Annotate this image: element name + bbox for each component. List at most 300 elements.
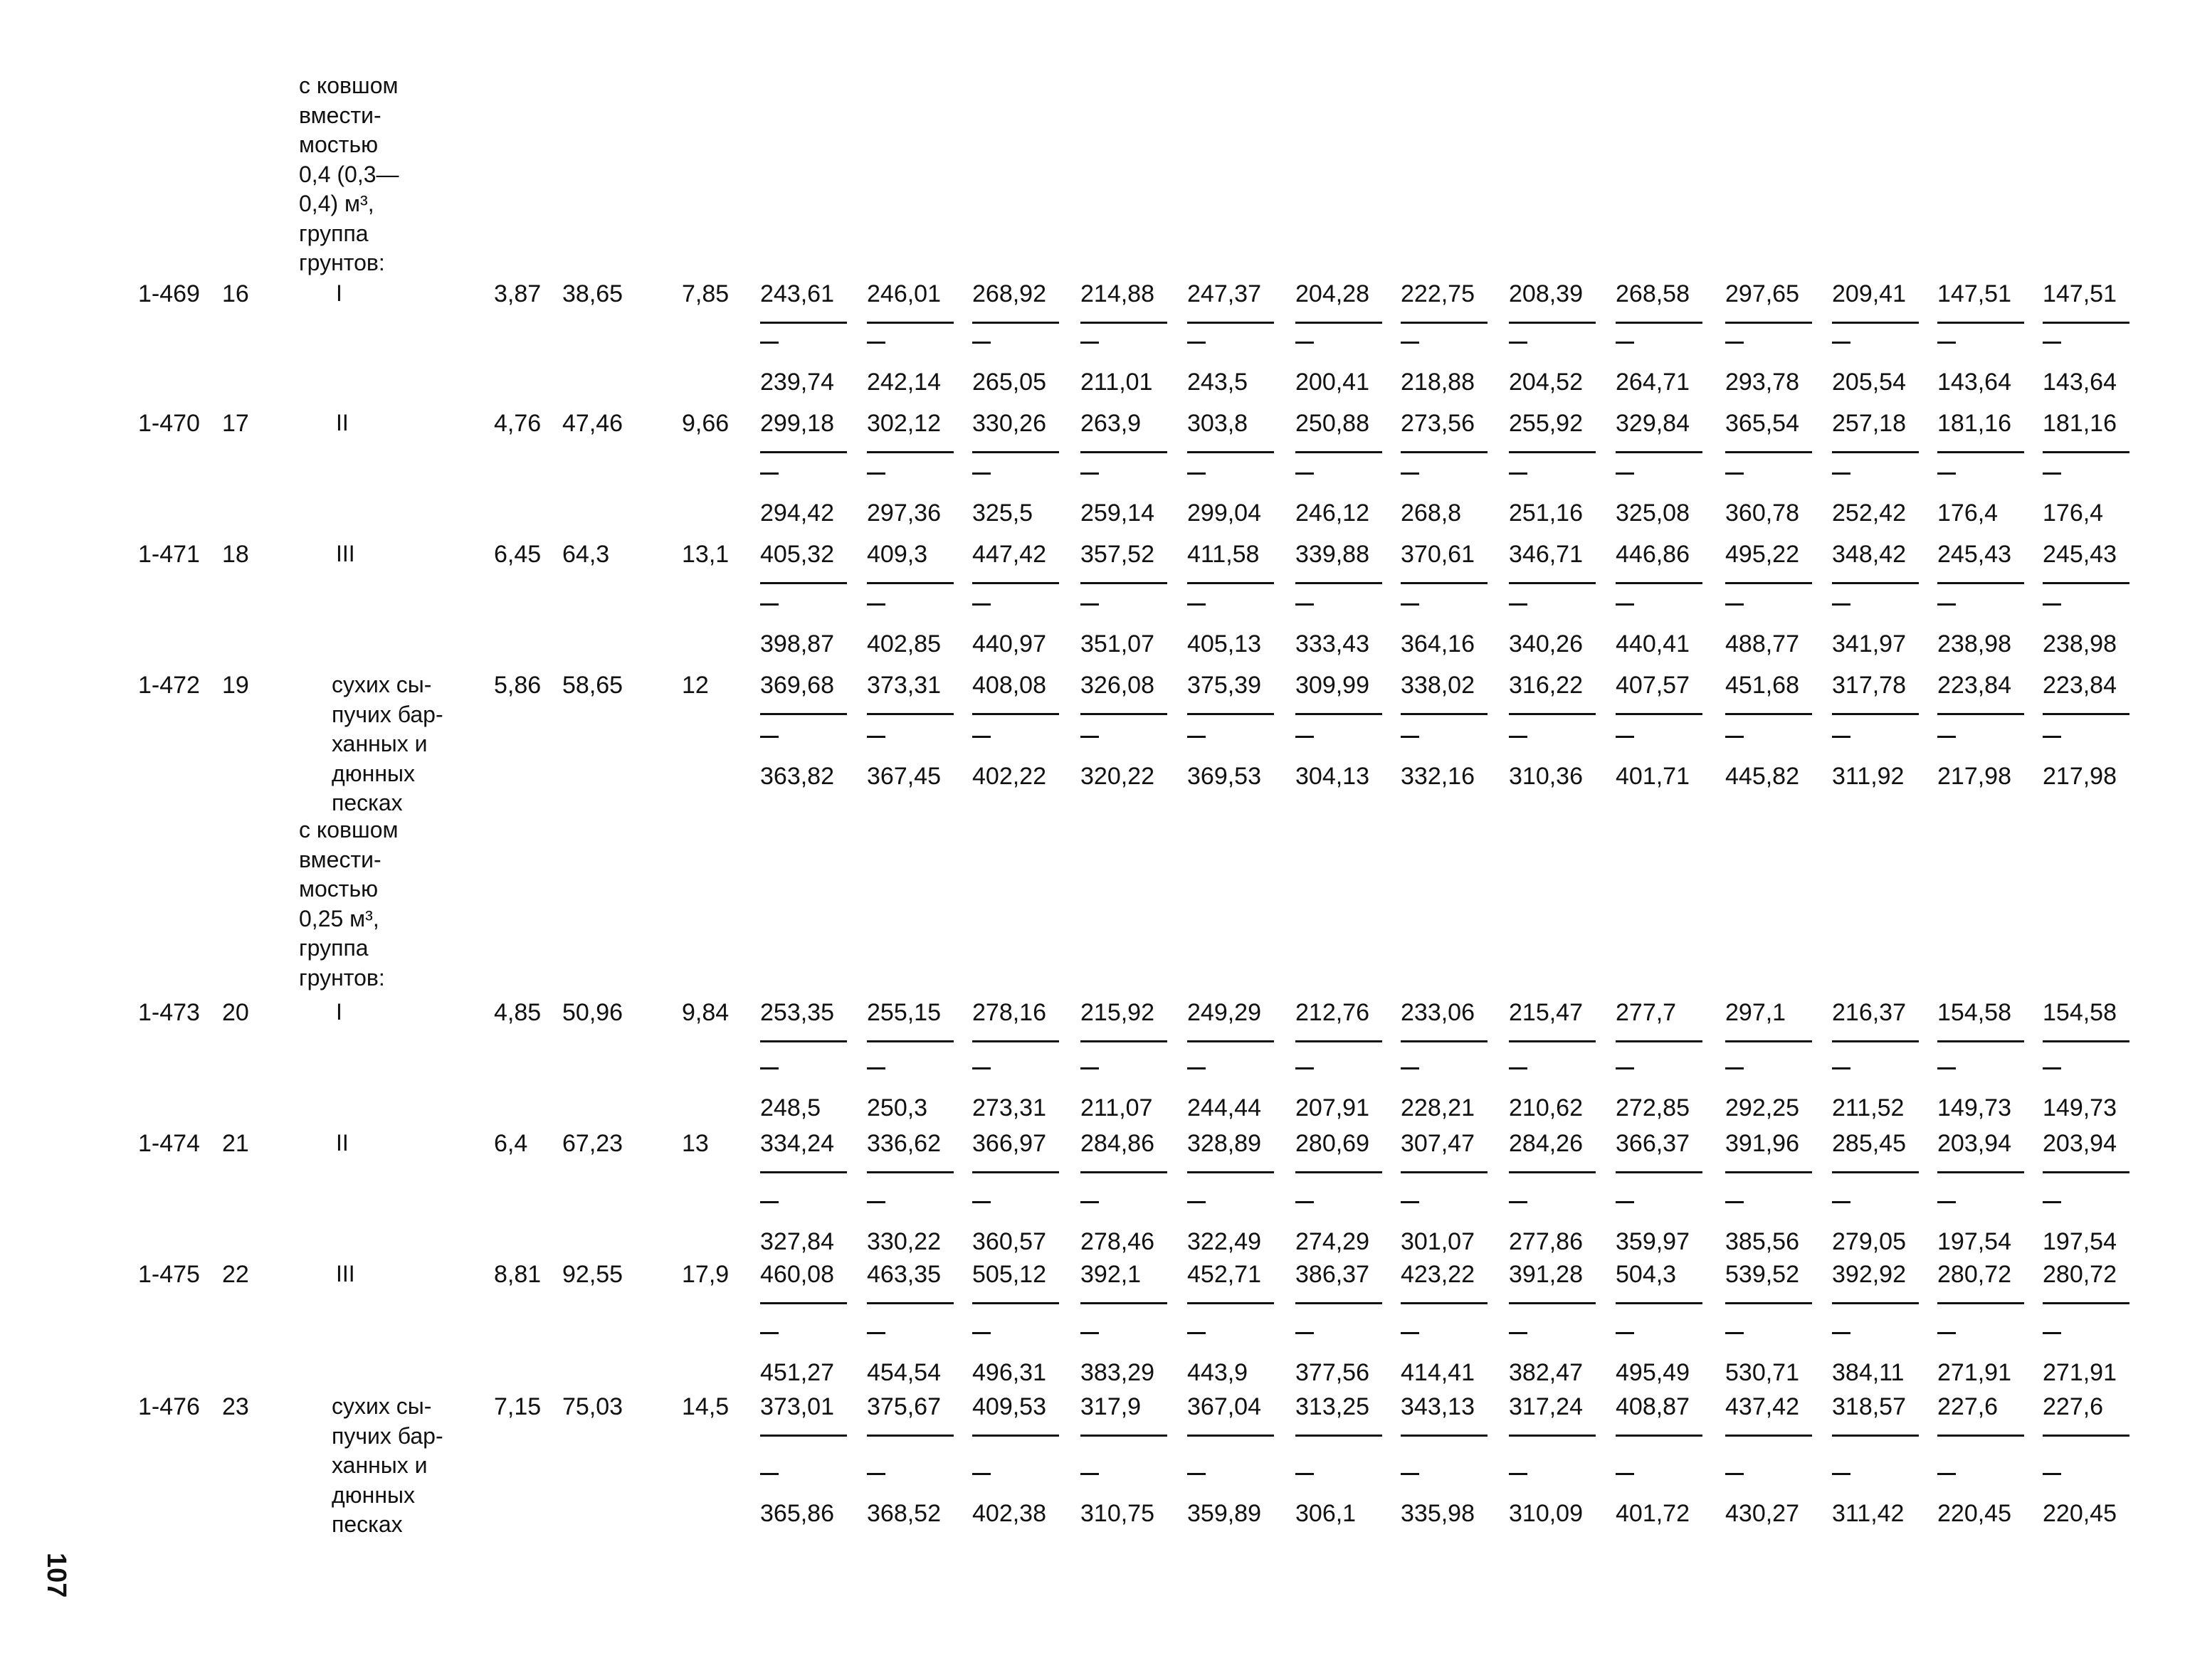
cell-price-bottom: 332,16 (1401, 763, 1475, 790)
cell-price-top: 233,06 (1401, 999, 1475, 1026)
fraction-dash (760, 1473, 779, 1475)
cell-price-top: 209,41 (1832, 280, 1906, 307)
cell-price-bottom: 243,5 (1187, 369, 1248, 396)
row-condition (332, 670, 443, 818)
cell-price-bottom: 383,29 (1080, 1359, 1154, 1386)
row-index: 18 (222, 541, 249, 568)
fraction-bar (1509, 713, 1596, 715)
fraction-dash (972, 603, 991, 606)
fraction-dash (1187, 472, 1206, 475)
row-condition (336, 408, 349, 438)
fraction-dash (1937, 472, 1956, 475)
fraction-bar (1725, 1302, 1812, 1304)
fraction-bar (1509, 1435, 1596, 1437)
fraction-dash (1080, 1201, 1099, 1203)
fraction-bar (1295, 1171, 1382, 1173)
cell-c3: 9,66 (682, 410, 730, 437)
fraction-dash (1509, 736, 1527, 738)
cell-price-top: 263,9 (1080, 410, 1142, 437)
fraction-dash (1616, 1473, 1634, 1475)
row-condition (336, 1259, 355, 1289)
cell-price-bottom: 239,74 (760, 369, 834, 396)
cell-price-bottom: 340,26 (1509, 630, 1583, 657)
cell-price-bottom: 451,27 (760, 1359, 834, 1386)
cell-price-top: 181,16 (1937, 410, 2011, 437)
fraction-dash (1187, 603, 1206, 606)
row-code: 1-475 (138, 1261, 200, 1288)
fraction-dash (1937, 1332, 1956, 1334)
fraction-bar (972, 1171, 1059, 1173)
fraction-bar (760, 1040, 847, 1042)
cell-price-bottom: 197,54 (2043, 1228, 2117, 1255)
row-condition-line: ханных и (332, 1452, 428, 1478)
fraction-dash (1080, 603, 1099, 606)
cell-price-bottom: 207,91 (1295, 1094, 1369, 1121)
cell-price-top: 391,28 (1509, 1261, 1583, 1288)
fraction-dash (760, 472, 779, 475)
group-heading-line: мостью (299, 876, 379, 902)
cell-price-bottom: 322,49 (1187, 1228, 1261, 1255)
fraction-dash (1937, 603, 1956, 606)
group-heading-line: мостью (299, 132, 379, 157)
cell-price-top: 369,68 (760, 672, 834, 699)
cell-price-bottom: 211,01 (1080, 369, 1153, 396)
cell-c3: 13 (682, 1130, 709, 1157)
cell-price-bottom: 359,97 (1616, 1228, 1690, 1255)
cell-c3: 9,84 (682, 999, 730, 1026)
cell-price-bottom: 327,84 (760, 1228, 834, 1255)
fraction-dash (1616, 736, 1634, 738)
cell-price-bottom: 369,53 (1187, 763, 1261, 790)
fraction-dash (760, 603, 779, 606)
fraction-dash (1832, 1332, 1850, 1334)
fraction-bar (1295, 1302, 1382, 1304)
group-heading-line: с ковшом (299, 73, 399, 98)
row-condition-line: III (336, 1261, 355, 1287)
fraction-dash (867, 472, 885, 475)
cell-price-top: 250,88 (1295, 410, 1369, 437)
fraction-dash (1937, 1473, 1956, 1475)
cell-price-top: 307,47 (1401, 1130, 1475, 1157)
fraction-bar (867, 451, 954, 453)
cell-price-bottom: 149,73 (2043, 1094, 2117, 1121)
fraction-dash (1832, 1473, 1850, 1475)
cell-price-top: 227,6 (2043, 1393, 2104, 1420)
cell-price-top: 181,16 (2043, 410, 2117, 437)
row-index: 16 (222, 280, 249, 307)
fraction-bar (972, 582, 1059, 584)
cell-price-bottom: 274,29 (1295, 1228, 1369, 1255)
fraction-bar (1509, 582, 1596, 584)
cell-c1: 6,45 (494, 541, 542, 568)
cell-price-bottom: 401,71 (1616, 763, 1690, 790)
fraction-bar (1295, 713, 1382, 715)
cell-price-top: 452,71 (1187, 1261, 1261, 1288)
fraction-bar (1509, 322, 1596, 324)
cell-price-bottom: 445,82 (1725, 763, 1799, 790)
cell-c2: 58,65 (562, 672, 623, 699)
cell-price-top: 297,65 (1725, 280, 1799, 307)
fraction-dash (1401, 1201, 1419, 1203)
cell-price-top: 280,72 (1937, 1261, 2011, 1288)
fraction-bar (1080, 1171, 1167, 1173)
cell-price-bottom: 204,52 (1509, 369, 1583, 396)
cell-price-bottom: 310,09 (1509, 1500, 1583, 1527)
cell-price-top: 268,92 (972, 280, 1046, 307)
fraction-bar (972, 322, 1059, 324)
fraction-bar (1832, 1435, 1919, 1437)
cell-price-bottom: 364,16 (1401, 630, 1475, 657)
cell-price-top: 339,88 (1295, 541, 1369, 568)
cell-price-bottom: 218,88 (1401, 369, 1475, 396)
fraction-bar (1187, 1040, 1274, 1042)
fraction-dash (1509, 1201, 1527, 1203)
cell-price-top: 313,25 (1295, 1393, 1369, 1420)
cell-price-bottom: 277,86 (1509, 1228, 1583, 1255)
cell-price-top: 375,67 (867, 1393, 941, 1420)
fraction-bar (972, 1435, 1059, 1437)
fraction-dash (2043, 472, 2061, 475)
fraction-bar (1080, 1302, 1167, 1304)
cell-price-top: 366,37 (1616, 1130, 1690, 1157)
cell-price-bottom: 143,64 (2043, 369, 2117, 396)
cell-price-top: 392,92 (1832, 1261, 1906, 1288)
cell-c2: 67,23 (562, 1130, 623, 1157)
cell-c3: 13,1 (682, 541, 730, 568)
fraction-dash (1295, 603, 1314, 606)
row-code: 1-470 (138, 410, 200, 437)
fraction-dash (1401, 472, 1419, 475)
cell-price-bottom: 176,4 (2043, 500, 2104, 527)
fraction-bar (1725, 1040, 1812, 1042)
group-heading-line: 0,25 м³, (299, 905, 379, 931)
cell-price-bottom: 310,75 (1080, 1500, 1154, 1527)
group-heading (299, 71, 399, 278)
fraction-bar (972, 1040, 1059, 1042)
fraction-bar (972, 451, 1059, 453)
cell-c3: 14,5 (682, 1393, 730, 1420)
fraction-dash (1509, 342, 1527, 344)
cell-price-top: 204,28 (1295, 280, 1369, 307)
fraction-bar (1080, 1435, 1167, 1437)
cell-price-top: 273,56 (1401, 410, 1475, 437)
cell-price-bottom: 301,07 (1401, 1228, 1475, 1255)
fraction-dash (1295, 736, 1314, 738)
fraction-dash (1616, 1332, 1634, 1334)
group-heading-line: группа (299, 220, 369, 246)
cell-price-top: 203,94 (1937, 1130, 2011, 1157)
row-code: 1-473 (138, 999, 200, 1026)
fraction-bar (1080, 582, 1167, 584)
cell-price-top: 408,87 (1616, 1393, 1690, 1420)
fraction-bar (1937, 1171, 2024, 1173)
row-condition-line: сухих сы- (332, 1393, 432, 1419)
cell-price-bottom: 495,49 (1616, 1359, 1690, 1386)
cell-price-bottom: 210,62 (1509, 1094, 1583, 1121)
row-index: 21 (222, 1130, 249, 1157)
fraction-dash (1080, 342, 1099, 344)
fraction-bar (1295, 1435, 1382, 1437)
fraction-bar (1832, 713, 1919, 715)
cell-price-bottom: 401,72 (1616, 1500, 1690, 1527)
cell-c3: 17,9 (682, 1261, 730, 1288)
fraction-bar (1080, 451, 1167, 453)
fraction-bar (1401, 451, 1488, 453)
row-code: 1-471 (138, 541, 200, 568)
fraction-bar (1616, 1040, 1702, 1042)
fraction-dash (1832, 736, 1850, 738)
fraction-bar (1187, 1302, 1274, 1304)
cell-price-top: 346,71 (1509, 541, 1583, 568)
cell-price-bottom: 293,78 (1725, 369, 1799, 396)
fraction-dash (760, 1332, 779, 1334)
fraction-bar (1937, 322, 2024, 324)
cell-price-top: 343,13 (1401, 1393, 1475, 1420)
cell-price-bottom: 268,8 (1401, 500, 1462, 527)
cell-price-top: 328,89 (1187, 1130, 1261, 1157)
cell-price-bottom: 368,52 (867, 1500, 941, 1527)
fraction-bar (1616, 322, 1702, 324)
cell-price-bottom: 205,54 (1832, 369, 1906, 396)
cell-price-top: 405,32 (760, 541, 834, 568)
cell-price-bottom: 272,85 (1616, 1094, 1690, 1121)
row-condition-line: пучих бар- (332, 1422, 443, 1449)
cell-price-top: 495,22 (1725, 541, 1799, 568)
cell-price-top: 246,01 (867, 280, 941, 307)
cell-price-top: 334,24 (760, 1130, 834, 1157)
group-heading-line: 0,4) м³, (299, 191, 374, 216)
fraction-dash (972, 736, 991, 738)
cell-price-bottom: 251,16 (1509, 500, 1583, 527)
cell-price-bottom: 430,27 (1725, 1500, 1799, 1527)
cell-price-top: 391,96 (1725, 1130, 1799, 1157)
cell-price-bottom: 311,92 (1832, 763, 1905, 790)
cell-price-top: 303,8 (1187, 410, 1248, 437)
row-index: 20 (222, 999, 249, 1026)
row-condition-line: I (336, 280, 342, 306)
cell-price-bottom: 530,71 (1725, 1359, 1799, 1386)
cell-price-top: 309,99 (1295, 672, 1369, 699)
cell-price-top: 367,04 (1187, 1393, 1261, 1420)
row-condition (336, 998, 342, 1027)
cell-price-bottom: 414,41 (1401, 1359, 1475, 1386)
fraction-dash (1509, 1473, 1527, 1475)
cell-price-bottom: 279,05 (1832, 1228, 1906, 1255)
fraction-dash (1937, 1067, 1956, 1069)
cell-price-top: 268,58 (1616, 280, 1690, 307)
fraction-dash (2043, 1201, 2061, 1203)
fraction-bar (1080, 322, 1167, 324)
cell-price-top: 423,22 (1401, 1261, 1475, 1288)
fraction-bar (867, 582, 954, 584)
fraction-dash (1509, 472, 1527, 475)
cell-price-top: 317,78 (1832, 672, 1906, 699)
group-heading-line: вмести- (299, 102, 381, 128)
cell-price-bottom: 259,14 (1080, 500, 1154, 527)
fraction-dash (1937, 1201, 1956, 1203)
cell-c3: 12 (682, 672, 709, 699)
fraction-dash (1725, 472, 1744, 475)
fraction-bar (1616, 451, 1702, 453)
fraction-dash (1616, 472, 1634, 475)
cell-price-top: 326,08 (1080, 672, 1154, 699)
fraction-dash (972, 1067, 991, 1069)
cell-price-top: 297,1 (1725, 999, 1786, 1026)
fraction-dash (760, 736, 779, 738)
fraction-dash (972, 1201, 991, 1203)
fraction-bar (1401, 1171, 1488, 1173)
cell-price-top: 504,3 (1616, 1261, 1677, 1288)
fraction-bar (2043, 713, 2129, 715)
fraction-bar (1401, 1040, 1488, 1042)
cell-price-bottom: 304,13 (1295, 763, 1369, 790)
cell-price-top: 336,62 (867, 1130, 941, 1157)
cell-price-bottom: 294,42 (760, 500, 834, 527)
cell-price-top: 348,42 (1832, 541, 1906, 568)
fraction-dash (1509, 1332, 1527, 1334)
cell-price-bottom: 330,22 (867, 1228, 941, 1255)
fraction-dash (1616, 1201, 1634, 1203)
fraction-bar (1616, 713, 1702, 715)
fraction-bar (760, 582, 847, 584)
fraction-dash (1509, 1067, 1527, 1069)
cell-price-bottom: 382,47 (1509, 1359, 1583, 1386)
fraction-bar (1187, 1435, 1274, 1437)
fraction-dash (2043, 1067, 2061, 1069)
fraction-dash (1616, 603, 1634, 606)
cell-price-bottom: 325,5 (972, 500, 1033, 527)
fraction-bar (760, 1302, 847, 1304)
fraction-dash (1401, 1473, 1419, 1475)
cell-price-top: 243,61 (760, 280, 834, 307)
row-code: 1-476 (138, 1393, 200, 1420)
fraction-bar (2043, 582, 2129, 584)
cell-price-bottom: 200,41 (1295, 369, 1369, 396)
row-condition-line: I (336, 999, 342, 1025)
fraction-dash (1832, 342, 1850, 344)
fraction-dash (760, 1067, 779, 1069)
fraction-dash (1832, 472, 1850, 475)
cell-price-bottom: 325,08 (1616, 500, 1690, 527)
fraction-dash (1401, 1067, 1419, 1069)
cell-price-bottom: 360,57 (972, 1228, 1046, 1255)
cell-c1: 5,86 (494, 672, 542, 699)
fraction-dash (1295, 1201, 1314, 1203)
fraction-dash (1187, 736, 1206, 738)
fraction-dash (1187, 1473, 1206, 1475)
fraction-dash (867, 736, 885, 738)
cell-price-top: 245,43 (2043, 541, 2117, 568)
row-index: 17 (222, 410, 249, 437)
row-code: 1-469 (138, 280, 200, 307)
row-condition-line: песках (332, 1511, 403, 1537)
cell-c1: 8,81 (494, 1261, 542, 1288)
fraction-bar (760, 451, 847, 453)
fraction-bar (1295, 582, 1382, 584)
cell-price-bottom: 197,54 (1937, 1228, 2011, 1255)
fraction-bar (1401, 1435, 1488, 1437)
cell-price-bottom: 292,25 (1725, 1094, 1799, 1121)
fraction-bar (2043, 1435, 2129, 1437)
fraction-dash (1616, 342, 1634, 344)
fraction-bar (1832, 1171, 1919, 1173)
cell-price-bottom: 149,73 (1937, 1094, 2011, 1121)
fraction-dash (2043, 736, 2061, 738)
fraction-dash (1725, 736, 1744, 738)
fraction-dash (1725, 1201, 1744, 1203)
fraction-dash (1937, 736, 1956, 738)
cell-price-bottom: 398,87 (760, 630, 834, 657)
cell-price-top: 257,18 (1832, 410, 1906, 437)
fraction-dash (1725, 1067, 1744, 1069)
cell-price-top: 216,37 (1832, 999, 1906, 1026)
cell-price-top: 227,6 (1937, 1393, 1999, 1420)
fraction-bar (2043, 1171, 2129, 1173)
cell-price-top: 407,57 (1616, 672, 1690, 699)
cell-price-top: 284,26 (1509, 1130, 1583, 1157)
fraction-bar (760, 1171, 847, 1173)
fraction-dash (760, 342, 779, 344)
fraction-bar (1616, 1435, 1702, 1437)
fraction-dash (972, 1473, 991, 1475)
cell-price-bottom: 385,56 (1725, 1228, 1799, 1255)
cell-c2: 92,55 (562, 1261, 623, 1288)
cell-price-top: 365,54 (1725, 410, 1799, 437)
cell-price-top: 460,08 (760, 1261, 834, 1288)
cell-price-top: 366,97 (972, 1130, 1046, 1157)
cell-price-top: 255,92 (1509, 410, 1583, 437)
cell-price-top: 253,35 (760, 999, 834, 1026)
cell-price-bottom: 359,89 (1187, 1500, 1261, 1527)
fraction-dash (1937, 342, 1956, 344)
fraction-bar (1725, 713, 1812, 715)
cell-c2: 64,3 (562, 541, 610, 568)
cell-price-bottom: 363,82 (760, 763, 834, 790)
fraction-bar (867, 1171, 954, 1173)
fraction-dash (1295, 1332, 1314, 1334)
cell-price-top: 539,52 (1725, 1261, 1799, 1288)
fraction-dash (2043, 1473, 2061, 1475)
row-condition-line: пучих бар- (332, 701, 443, 727)
fraction-dash (867, 1067, 885, 1069)
fraction-bar (867, 1302, 954, 1304)
fraction-dash (1509, 603, 1527, 606)
cell-price-bottom: 238,98 (1937, 630, 2011, 657)
cell-price-top: 299,18 (760, 410, 834, 437)
cell-price-bottom: 217,98 (1937, 763, 2011, 790)
group-heading-line: грунтов: (299, 964, 385, 990)
fraction-dash (1295, 1473, 1314, 1475)
fraction-bar (1401, 582, 1488, 584)
cell-price-bottom: 297,36 (867, 500, 941, 527)
cell-price-bottom: 365,86 (760, 1500, 834, 1527)
cell-price-top: 280,72 (2043, 1261, 2117, 1288)
fraction-bar (2043, 451, 2129, 453)
cell-price-top: 245,43 (1937, 541, 2011, 568)
cell-price-bottom: 402,85 (867, 630, 941, 657)
fraction-bar (1509, 451, 1596, 453)
cell-price-top: 285,45 (1832, 1130, 1906, 1157)
fraction-bar (1937, 713, 2024, 715)
fraction-dash (1187, 1332, 1206, 1334)
fraction-bar (1187, 713, 1274, 715)
cell-price-top: 278,16 (972, 999, 1046, 1026)
cell-price-top: 214,88 (1080, 280, 1154, 307)
cell-c1: 4,76 (494, 410, 542, 437)
cell-price-top: 505,12 (972, 1261, 1046, 1288)
fraction-dash (1616, 1067, 1634, 1069)
cell-price-top: 249,29 (1187, 999, 1261, 1026)
